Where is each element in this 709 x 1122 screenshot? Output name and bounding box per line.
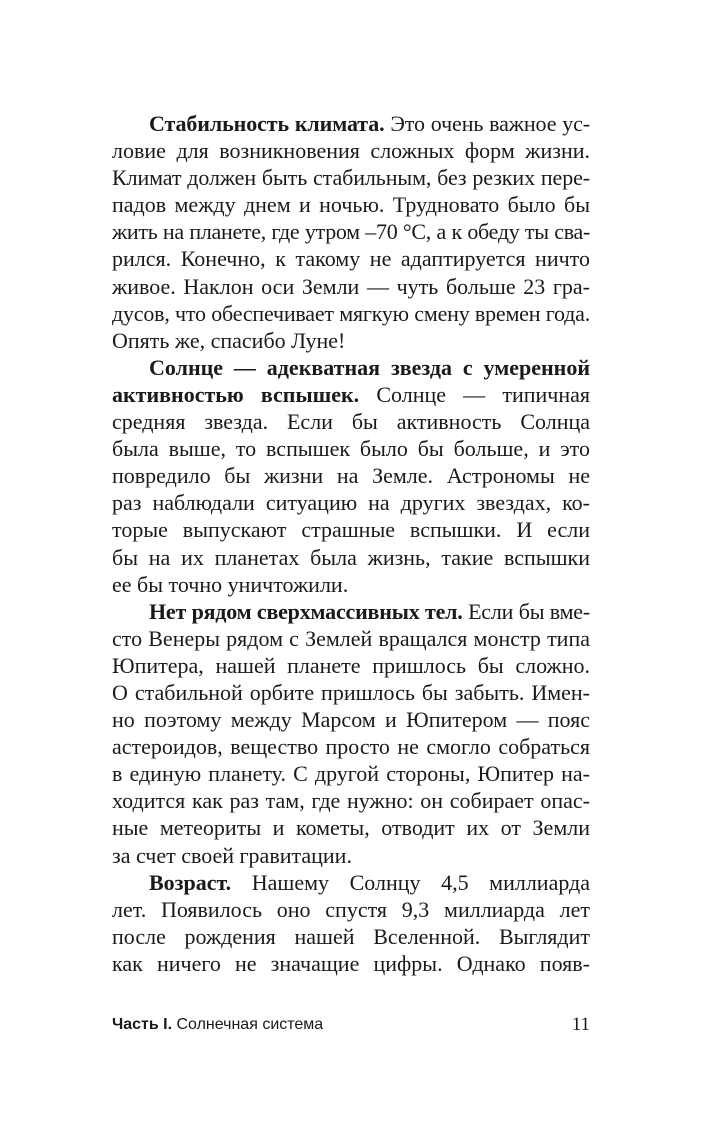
paragraph-sun-activity	[112, 354, 590, 598]
paragraph-heading: Нет рядом сверхмассивных тел.	[149, 598, 463, 624]
text-line: ее бы точно уничтожили.	[112, 571, 349, 597]
text-line: рился. Конечно, к такому не адаптируется ничто	[112, 246, 590, 272]
text-line: Нет рядом сверхмассивных тел. Если бы вме-	[149, 598, 590, 624]
paragraph-age	[112, 869, 590, 977]
text-line: но поэтому между Марсом и Юпитером — пояс	[112, 707, 590, 733]
text-line: была выше, то вспышек было бы больше, и это	[112, 436, 590, 462]
text-line: Возраст. Нашему Солнцу 4,5 миллиарда	[149, 869, 590, 895]
text-line: ходится как раз там, где нужно: он собирает опас-	[112, 788, 590, 814]
text-line: жить на планете, где утром –70 °С, а к обеду ты сва-	[112, 219, 590, 245]
text-line: О стабильной орбите пришлось бы забыть. Имен-	[112, 679, 590, 705]
text-line: после рождения нашей Вселенной. Выглядит	[112, 923, 590, 949]
text-line: живое. Наклон оси Земли — чуть больше 23 гра-	[112, 273, 590, 299]
page-number: 11	[571, 1014, 590, 1035]
text-line: дусов, что обеспечивает мягкую смену времен года.	[112, 300, 590, 326]
text-line: ловие для возникновения сложных форм жизни.	[112, 138, 590, 164]
paragraph-heading: Солнце — адекватная звезда с умеренной	[149, 354, 590, 380]
text-line: за счет своей гравитации.	[112, 842, 352, 868]
paragraph-heading: Стабильность климата.	[149, 111, 385, 136]
page-footer	[112, 1013, 590, 1037]
text-line	[112, 354, 590, 381]
text-line: Климат должен быть стабильным, без резких пере-	[112, 165, 590, 191]
paragraph-heading: Возраст.	[149, 869, 232, 895]
text-line: Опять же, спасибо Луне!	[112, 327, 346, 353]
text-line: астероидов, вещество просто не смогло собраться	[112, 734, 590, 760]
text-line: бы на их планетах была жизнь, такие вспышки	[112, 544, 590, 570]
text-line: раз наблюдали ситуацию на других звездах, ко-	[112, 490, 590, 516]
running-head-part: Часть I.	[112, 1016, 173, 1033]
text-line: торые выпускают страшные вспышки. И если	[112, 517, 590, 543]
text-line: Юпитера, нашей планете пришлось бы сложно.	[112, 652, 590, 678]
text-line: падов между днем и ночью. Трудновато было бы	[112, 192, 590, 218]
text-line: в единую планету. С другой стороны, Юпитер на-	[112, 761, 590, 787]
text-line: Стабильность климата. Это очень важное ус-	[149, 111, 590, 136]
paragraph-supermassive-bodies	[112, 598, 590, 869]
text-line: лет. Появилось оно спустя 9,3 миллиарда лет	[112, 896, 590, 922]
text-line: повредило бы жизни на Земле. Астрономы не	[112, 463, 590, 489]
text-line: сто Венеры рядом с Землей вращался монстр типа	[112, 625, 590, 651]
text-line: средняя звезда. Если бы активность Солнца	[112, 409, 590, 435]
text-line: как ничего не значащие цифры. Однако появ-	[112, 950, 590, 976]
text-line: активностью вспышек. Солнце — типичная	[112, 381, 590, 407]
page-body	[112, 110, 590, 977]
text-line: ные метеориты и кометы, отводит их от Земли	[112, 815, 590, 841]
paragraph-climate-stability	[112, 110, 590, 354]
paragraph-heading-continued: активностью вспышек.	[112, 381, 360, 407]
running-head-title: Солнечная система	[172, 1016, 324, 1033]
